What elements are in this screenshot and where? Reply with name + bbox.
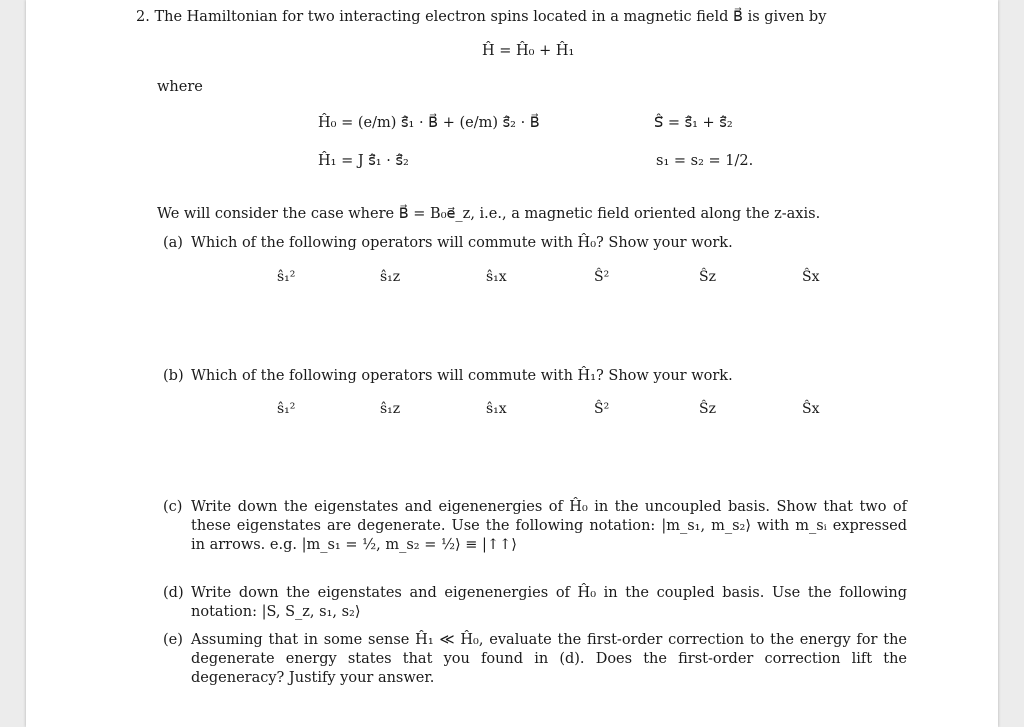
part-c-label: (c) (163, 499, 183, 515)
part-b-label: (b) (163, 368, 184, 384)
spin-values: s₁ = s₂ = 1/2. (656, 153, 754, 169)
where-label: where (157, 79, 203, 95)
part-b-question (163, 367, 733, 386)
total-spin-definition: Ŝ⃗ = ŝ⃗₁ + ŝ⃗₂ (654, 115, 733, 131)
part-b-operator: Ŝ² (594, 401, 610, 417)
part-a-operator: Ŝx (802, 269, 820, 285)
field-case-text: We will consider the case where B⃗ = B₀e⃗_z, i.e., a magnetic field oriented along the z-axis. (157, 206, 821, 222)
problem-intro: The Hamiltonian for two interacting electron spins located in a magnetic field B⃗ is given by (154, 9, 827, 25)
part-a-operator: ŝ₁z (380, 269, 401, 285)
part-a-text: Which of the following operators will commute with Ĥ₀? Show your work. (191, 235, 733, 251)
part-e-text: Assuming that in some sense Ĥ₁ ≪ Ĥ₀, evaluate the first-order correction to the energy for the degenerate energy states that you found in (d). Does the first-order correction lift the degeneracy? Justify your answer. (191, 632, 907, 686)
part-d-label: (d) (163, 585, 184, 601)
part-a-question (163, 234, 733, 253)
part-b-operator: ŝ₁x (486, 401, 507, 417)
part-b-operator: Ŝx (802, 401, 820, 417)
h0-definition: Ĥ₀ = (e/m) ŝ⃗₁ · B⃗ + (e/m) ŝ⃗₂ · B⃗ (318, 115, 540, 131)
part-a-label: (a) (163, 235, 183, 251)
part-b-operator: Ŝz (699, 401, 716, 417)
part-d-text: Write down the eigenstates and eigenenergies of Ĥ₀ in the coupled basis. Use the following notation: |S, S_z, s₁, s₂⟩ (191, 585, 907, 620)
h1-definition: Ĥ₁ = J ŝ⃗₁ · ŝ⃗₂ (318, 153, 409, 169)
document-page (26, 0, 998, 727)
part-a-operator: Ŝz (699, 269, 716, 285)
problem-number: 2. (136, 9, 150, 25)
part-e-label: (e) (163, 632, 183, 648)
part-a-operator: ŝ₁x (486, 269, 507, 285)
part-b-operator: ŝ₁² (277, 401, 296, 417)
part-b-text: Which of the following operators will commute with Ĥ₁? Show your work. (191, 368, 733, 384)
part-c-text: Write down the eigenstates and eigenenergies of Ĥ₀ in the uncoupled basis. Show that two of these eigenstates are degenerate. Use the following notation: |m_s₁, m_s₂⟩ with m_sᵢ expressed in arrows. e.g. |m_s₁ = ½, m_s₂ = ½⟩ ≡ |↑↑⟩ (191, 499, 907, 553)
main-equation: Ĥ = Ĥ₀ + Ĥ₁ (482, 43, 575, 59)
part-a-operator: Ŝ² (594, 269, 610, 285)
part-a-operator: ŝ₁² (277, 269, 296, 285)
problem-intro-line (136, 8, 826, 27)
part-b-operator: ŝ₁z (380, 401, 401, 417)
